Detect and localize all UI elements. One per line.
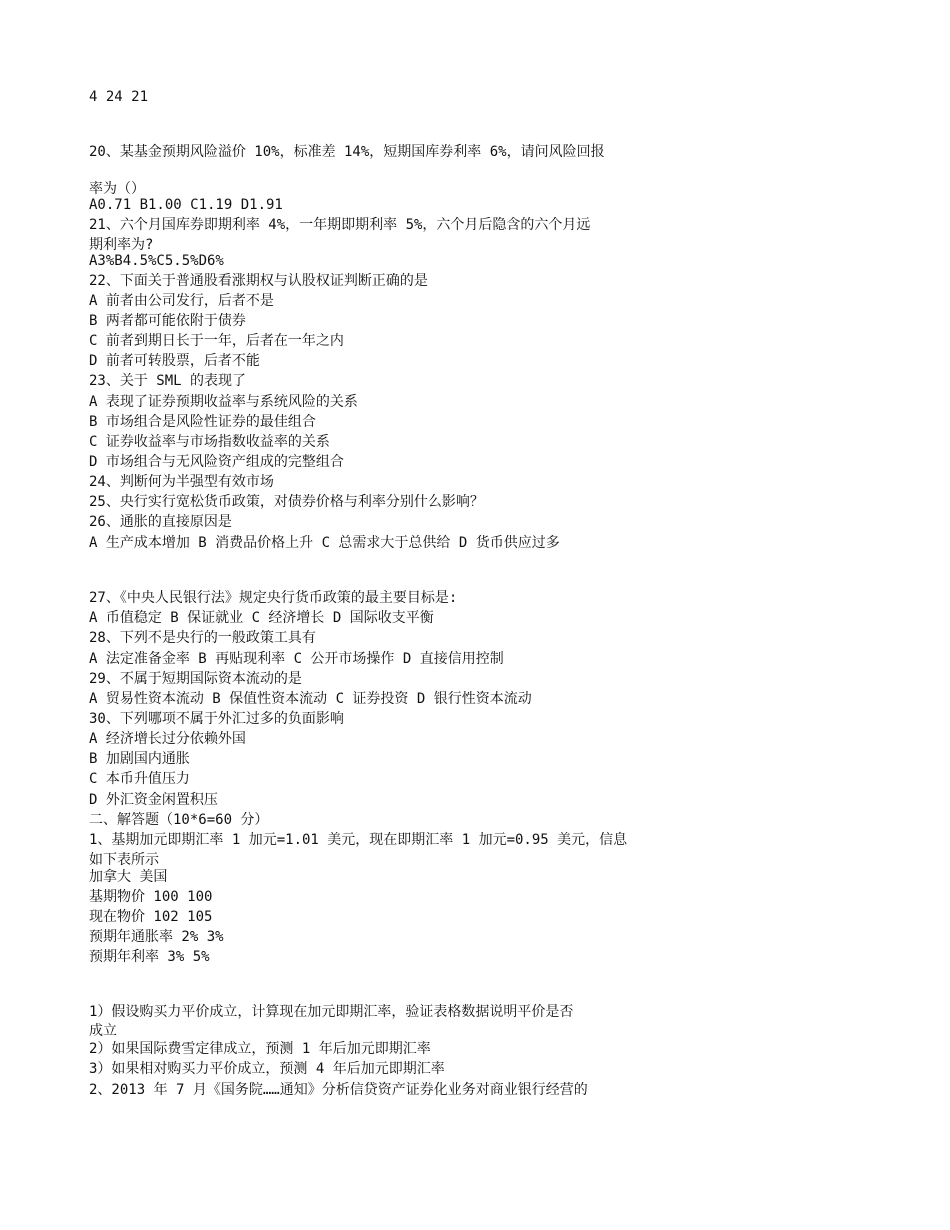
- section-heading: 二、解答题（10*6=60 分）: [89, 812, 269, 828]
- question-20: 20、某基金预期风险溢价 10%，标准差 14%，短期国库券利率 6%，请问风险回报: [89, 144, 605, 160]
- question-28: 28、下列不是央行的一般政策工具有: [89, 630, 316, 646]
- option-c: C 前者到期日长于一年，后者在一年之内: [89, 333, 344, 349]
- sub-question: 2）如果国际费雪定律成立，预测 1 年后加元即期汇率: [89, 1041, 431, 1057]
- option-d: D 外汇资金闲置积压: [89, 792, 218, 808]
- question-30: 30、下列哪项不属于外汇过多的负面影响: [89, 711, 344, 727]
- problem-1: 1、基期加元即期汇率 1 加元=1.01 美元，现在即期汇率 1 加元=0.95 美元，信息: [89, 832, 628, 848]
- question-29: 29、不属于短期国际资本流动的是: [89, 671, 302, 687]
- question-27: 27、《中央人民银行法》规定央行货币政策的最主要目标是:: [89, 590, 458, 606]
- option-c: C 本币升值压力: [89, 771, 190, 787]
- problem-2: 2、2013 年 7 月《国务院……通知》分析信贷资产证券化业务对商业银行经营的: [89, 1082, 588, 1098]
- text-line: 如下表所示: [89, 852, 159, 868]
- option-b: B 两者都可能依附于债券: [89, 313, 246, 329]
- table-row: 预期年通胀率 2% 3%: [89, 929, 224, 945]
- option-a: A 前者由公司发行，后者不是: [89, 293, 274, 309]
- option-c: C 证券收益率与市场指数收益率的关系: [89, 434, 330, 450]
- table-row: 基期物价 100 100: [89, 889, 213, 905]
- text-line: 4 24 21: [89, 89, 149, 105]
- answer-options: A3%B4.5%C5.5%D6%: [89, 253, 224, 269]
- question-23: 23、关于 SML 的表现了: [89, 373, 247, 389]
- sub-question: 3）如果相对购买力平价成立，预测 4 年后加元即期汇率: [89, 1061, 445, 1077]
- answer-options: A 法定准备金率 B 再贴现利率 C 公开市场操作 D 直接信用控制: [89, 651, 504, 667]
- option-a: A 表现了证券预期收益率与系统风险的关系: [89, 394, 358, 410]
- question-24: 24、判断何为半强型有效市场: [89, 474, 274, 490]
- option-d: D 市场组合与无风险资产组成的完整组合: [89, 454, 344, 470]
- answer-options: A 币值稳定 B 保证就业 C 经济增长 D 国际收支平衡: [89, 610, 434, 626]
- table-row: 预期年利率 3% 5%: [89, 949, 210, 965]
- option-b: B 加剧国内通胀: [89, 751, 190, 767]
- text-line: 期利率为?: [89, 237, 154, 253]
- text-line: 率为（）: [89, 181, 145, 197]
- question-22: 22、下面关于普通股看涨期权与认股权证判断正确的是: [89, 273, 428, 289]
- text-line: 成立: [89, 1023, 117, 1039]
- option-b: B 市场组合是风险性证券的最佳组合: [89, 414, 316, 430]
- table-header-row: 加拿大 美国: [89, 869, 168, 885]
- question-21: 21、六个月国库券即期利率 4%，一年期即期利率 5%，六个月后隐含的六个月远: [89, 217, 591, 233]
- answer-options: A 生产成本增加 B 消费品价格上升 C 总需求大于总供给 D 货币供应过多: [89, 535, 560, 551]
- sub-question: 1）假设购买力平价成立，计算现在加元即期汇率，验证表格数据说明平价是否: [89, 1004, 574, 1020]
- table-row: 现在物价 102 105: [89, 909, 213, 925]
- answer-options: A 贸易性资本流动 B 保值性资本流动 C 证券投资 D 银行性资本流动: [89, 691, 532, 707]
- question-25: 25、央行实行宽松货币政策，对债券价格与利率分别什么影响？: [89, 494, 484, 510]
- option-d: D 前者可转股票，后者不能: [89, 353, 260, 369]
- question-26: 26、通胀的直接原因是: [89, 514, 232, 530]
- option-a: A 经济增长过分依赖外国: [89, 731, 246, 747]
- answer-options: A0.71 B1.00 C1.19 D1.91: [89, 197, 283, 213]
